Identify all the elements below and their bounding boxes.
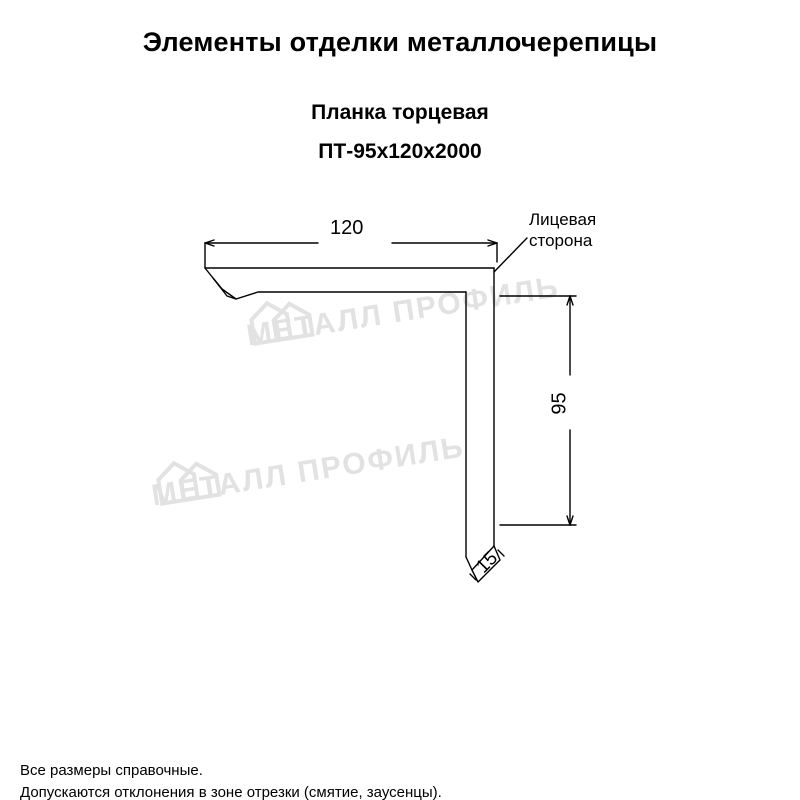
watermark-text-2: МЕТАЛЛ ПРОФИЛЬ bbox=[149, 430, 467, 513]
profile-hem bbox=[213, 278, 236, 299]
dimension-label-120: 120 bbox=[330, 217, 364, 239]
product-name: Планка торцевая bbox=[311, 101, 489, 124]
dimension-label-15: 15 bbox=[472, 547, 503, 578]
footnote-line-1: Все размеры справочные. bbox=[20, 762, 203, 779]
leader-line-face bbox=[494, 238, 527, 272]
footnote-line-2: Допускаются отклонения в зоне отрезки (смятие, заусенцы). bbox=[20, 784, 442, 800]
profile-bottom-edge bbox=[205, 268, 466, 299]
face-side-label-line1: Лицевая bbox=[529, 210, 597, 229]
face-side-label-line2: сторона bbox=[529, 231, 593, 250]
page-title: Элементы отделки металлочерепицы bbox=[142, 27, 658, 57]
dimension-label-95: 95 bbox=[548, 392, 571, 415]
dim-arrow-15-b bbox=[498, 550, 504, 556]
watermark-text-1: МЕТАЛЛ ПРОФИЛЬ bbox=[244, 270, 562, 353]
product-code: ПТ-95х120х2000 bbox=[318, 140, 482, 163]
